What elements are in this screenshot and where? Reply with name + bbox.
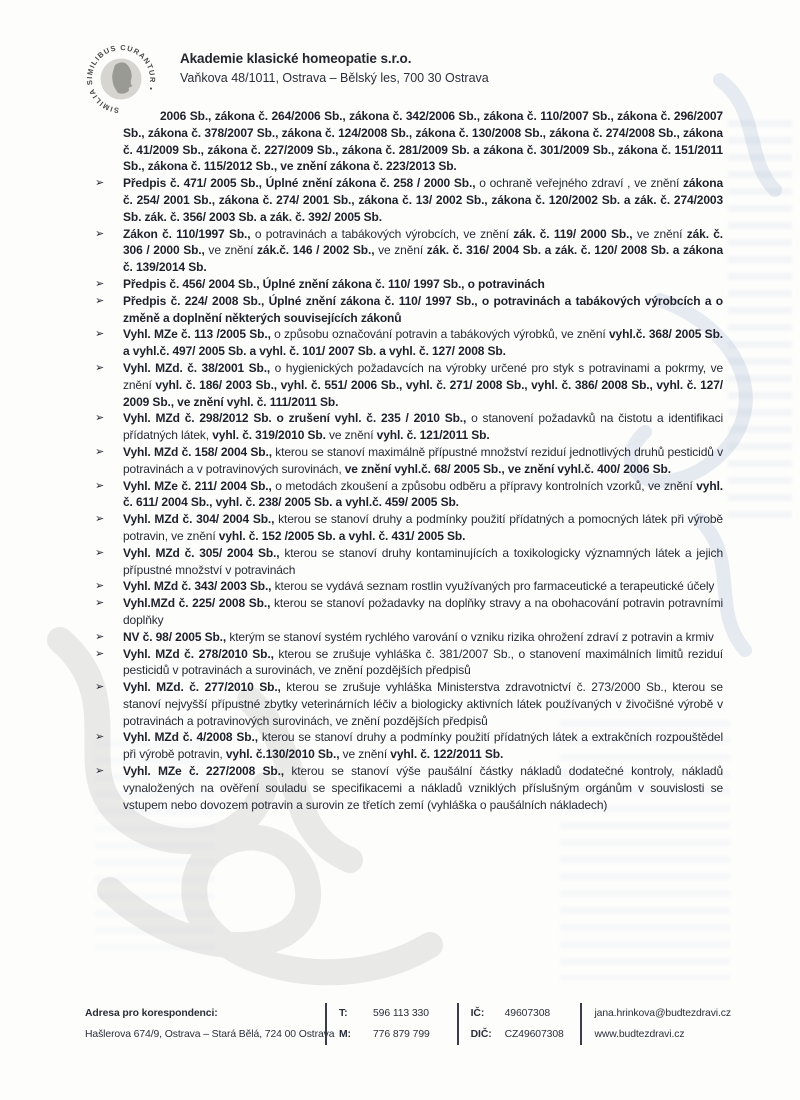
arrow-bullet-icon: ➢ [95, 765, 105, 778]
footer-website: www.budtezdravi.cz [594, 1029, 685, 1040]
footer-dic-row [471, 1024, 571, 1045]
regulation-item-text: Vyhl. MZd. č. 277/2010 Sb., kterou se zrušuje vyhláška Ministerstva zdravotnictví č. 273/2000 Sb., kterou se stanoví nejvyšší přípustné zbytky veterinárních léčiv a biologicky aktivních látek používaných v živočišné výrobě v potravinách a potravinových surovinách, ve znění pozdějších předpisů [123, 680, 723, 728]
regulation-item-text: Vyhl.MZd č. 225/ 2008 Sb., kterou se stanoví požadavky na doplňky stravy a na obohacování potravin potravními doplňky [123, 596, 723, 627]
arrow-bullet-icon: ➢ [95, 361, 105, 374]
intro-paragraph: 2006 Sb., zákona č. 264/2006 Sb., zákona č. 342/2006 Sb., zákona č. 110/2007 Sb., zákona č. 296/2007 Sb., zákona č. 378/2007 Sb., zákona č. 124/2008 Sb., zákona č. 130/2008 Sb., zákona č. 274/2008 Sb., zákona č. 41/2009 Sb., zákona č. 227/2009 Sb., zákona č. 281/2009 Sb. a zákona č. 301/2009 Sb., zákona č. 151/2011 Sb., zákona č. 115/2012 Sb., ve znění zákona č. 223/2013 Sb. [123, 109, 723, 174]
regulation-item-text: Vyhl. MZd. č. 38/2001 Sb., o hygienických požadavcích na výrobky určené pro styk s potravinami a pokrmy, ve znění vyhl. č. 186/ 2003 Sb., vyhl. č. 551/ 2006 Sb., vyhl. č. 271/ 2008 Sb., vyhl. č. 386/ 2008 Sb., vyhl. č. 127/ 2009 Sb., ve znění vyhl. č. 111/2011 Sb. [123, 360, 723, 409]
arrow-bullet-icon: ➢ [95, 597, 105, 610]
footer-address-label: Adresa pro korespondenci: [85, 1008, 218, 1019]
company-name: Akademie klasické homeopatie s.r.o. [180, 51, 412, 66]
footer-address-value: Hašlerova 674/9, Ostrava – Stará Bělá, 724 00 Ostrava [85, 1029, 335, 1040]
bleed-text-right-column [728, 120, 792, 520]
arrow-bullet-icon: ➢ [95, 412, 105, 425]
arrow-bullet-icon: ➢ [95, 177, 105, 190]
regulation-item [95, 444, 723, 478]
regulation-item [95, 326, 723, 360]
regulation-item-text: Vyhl. MZd č. 4/2008 Sb., kterou se stanoví druhy a podmínky použití přídatných látek a extrakčních rozpouštědel při výrobě potravin, vyhl. č.130/2010 Sb., ve znění vyhl. č. 122/2011 Sb. [123, 730, 723, 762]
arrow-bullet-icon: ➢ [95, 479, 105, 492]
regulation-item-text: Předpis č. 471/ 2005 Sb., Úplné znění zákona č. 258 / 2000 Sb., o ochraně veřejného zdraví , ve znění zákona č. 254/ 2001 Sb., zákona č. 274/ 2001 Sb., zákona č. 13/ 2002 Sb., zákona č. 120/2002 Sb. a zák. č. 274/2003 Sb. zák. č. 356/ 2003 Sb. a zák. č. 392/ 2005 Sb. [123, 176, 723, 224]
company-seal-logo [84, 42, 158, 116]
regulation-item [95, 763, 723, 813]
regulation-item [95, 175, 723, 225]
regulation-item [95, 646, 723, 680]
regulation-item [95, 545, 723, 579]
arrow-bullet-icon: ➢ [95, 227, 105, 240]
regulation-item [95, 729, 723, 763]
regulation-item [95, 511, 723, 545]
arrow-bullet-icon: ➢ [95, 630, 105, 643]
regulation-item-text: Vyhl. MZd č. 158/ 2004 Sb., kterou se stanoví maximálně přípustné množství reziduí jednotlivých druhů pesticidů v potravinách a v potravinových surovinách, ve znění vyhl.č. 68/ 2005 Sb., ve znění vyhl.č. 400/ 2006 Sb. [123, 444, 723, 476]
mobile-value: 776 879 799 [373, 1029, 430, 1040]
arrow-bullet-icon: ➢ [95, 328, 105, 341]
phone-label: T: [339, 1008, 348, 1019]
arrow-bullet-icon: ➢ [95, 731, 105, 744]
ic-value: 49607308 [504, 1008, 551, 1019]
regulation-item [95, 293, 723, 327]
regulation-item [95, 629, 723, 646]
footer-ic-row [471, 1003, 571, 1024]
ic-label: IČ: [470, 1008, 485, 1019]
letterhead [84, 42, 489, 116]
regulation-item-text: NV č. 98/ 2005 Sb., kterým se stanoví systém rychlého varování o vzniku rizika ohrožení zdraví z potravin a krmiv [123, 629, 714, 644]
document-body [95, 108, 724, 813]
arrow-bullet-icon: ➢ [95, 445, 105, 458]
arrow-bullet-icon: ➢ [95, 294, 105, 307]
phone-value: 596 113 330 [373, 1008, 429, 1019]
regulation-item-text: Vyhl. MZd č. 305/ 2004 Sb., kterou se stanoví druhy kontaminujících a toxikologicky významných látek a jejich přípustné množství v potravinách [123, 545, 723, 577]
regulation-item-text: Vyhl. MZd č. 278/2010 Sb., kterou se zrušuje vyhláška č. 381/2007 Sb., o stanovení maximálních limitů reziduí pesticidů v potravinách a surovinách, ve znění pozdějších předpisů [123, 646, 723, 678]
arrow-bullet-icon: ➢ [95, 647, 105, 660]
regulation-item-text: Vyhl. MZe č. 113 /2005 Sb., o způsobu označování potravin a tabákových výrobků, ve znění vyhl.č. 368/ 2005 Sb. a vyhl.č. 497/ 2005 Sb. a vyhl. č. 101/ 2007 Sb. a vyhl. č. 127/ 2008 Sb. [123, 327, 723, 359]
regulation-item-text: Vyhl. MZd č. 304/ 2004 Sb., kterou se stanoví druhy a podmínky použití přídatných a pomocných látek při výrobě potravin, ve znění vyhl. č. 152 /2005 Sb. a vyhl. č. 431/ 2005 Sb. [123, 512, 723, 543]
regulation-item [95, 276, 723, 293]
regulation-item-text: Předpis č. 224/ 2008 Sb., Úplné znění zákona č. 110/ 1997 Sb., o potravinách a tabákových výrobcích a o změně a doplnění některých souvisejících zákonů [123, 293, 723, 325]
regulation-item [95, 578, 723, 595]
regulation-item-text: Vyhl. MZe č. 211/ 2004 Sb., o metodách zkoušení a způsobu odběru a přípravy kontrolních vzorků, ve znění vyhl. č. 611/ 2004 Sb., vyhl. č. 238/ 2005 Sb. a vyhl.č. 459/ 2005 Sb. [123, 478, 723, 510]
footer [85, 1003, 741, 1045]
dic-label: DIČ: [470, 1029, 492, 1040]
regulation-item-text: Vyhl. MZd č. 343/ 2003 Sb., kterou se vydává seznam rostlin využívaných pro farmaceutické a terapeutické účely [123, 579, 715, 594]
arrow-bullet-icon: ➢ [95, 580, 105, 593]
regulation-item [95, 360, 723, 410]
dic-value: CZ49607308 [504, 1029, 564, 1040]
regulation-item-text: Předpis č. 456/ 2004 Sb., Úplné znění zákona č. 110/ 1997 Sb., o potravinách [123, 276, 545, 291]
regulation-item [95, 595, 723, 629]
mobile-label: M: [339, 1029, 351, 1040]
arrow-bullet-icon: ➢ [95, 277, 105, 290]
regulation-item [95, 410, 723, 444]
company-address: Vaňkova 48/1011, Ostrava – Bělský les, 700 30 Ostrava [180, 71, 489, 85]
arrow-bullet-icon: ➢ [95, 513, 105, 526]
regulation-item [95, 679, 723, 729]
regulation-item-text: Zákon č. 110/1997 Sb., o potravinách a tabákových výrobcích, ve znění zák. č. 119/ 2000 Sb., ve znění zák. č. 306 / 2000 Sb., ve znění zák.č. 146 / 2002 Sb., ve znění zák. č. 316/ 2004 Sb. a zák. č. 120/ 2008 Sb. a zákona č. 139/2014 Sb. [123, 226, 724, 275]
regulation-item [95, 478, 723, 512]
seal-ring-text: SIMILIA SIMILIBUS CURANTUR • [84, 42, 158, 116]
arrow-bullet-icon: ➢ [95, 546, 105, 559]
regulation-item-text: Vyhl. MZe č. 227/2008 Sb., kterou se stanoví výše paušální částky nákladů dodatečné kontroly, nákladů vynaložených na ověření souladu se specifikacemi a nákladů vzniklých příslušným orgánům v souvislosti se vstupem nebo dovozem potravin a surovin ze třetích zemí (vyhláška o paušálních nákladech) [123, 764, 723, 812]
footer-phone-row [339, 1003, 447, 1024]
footer-mobile-row [339, 1024, 447, 1045]
arrow-bullet-icon: ➢ [95, 681, 105, 694]
regulation-item [95, 226, 724, 276]
footer-email: jana.hrinkova@budtezdravi.cz [594, 1008, 731, 1019]
regulation-list [95, 175, 724, 813]
regulation-item-text: Vyhl. MZd č. 298/2012 Sb. o zrušení vyhl. č. 235 / 2010 Sb., o stanovení požadavků na čistotu a identifikaci přídatných látek, vyhl. č. 319/2010 Sb. ve znění vyhl. č. 121/2011 Sb. [123, 411, 723, 443]
